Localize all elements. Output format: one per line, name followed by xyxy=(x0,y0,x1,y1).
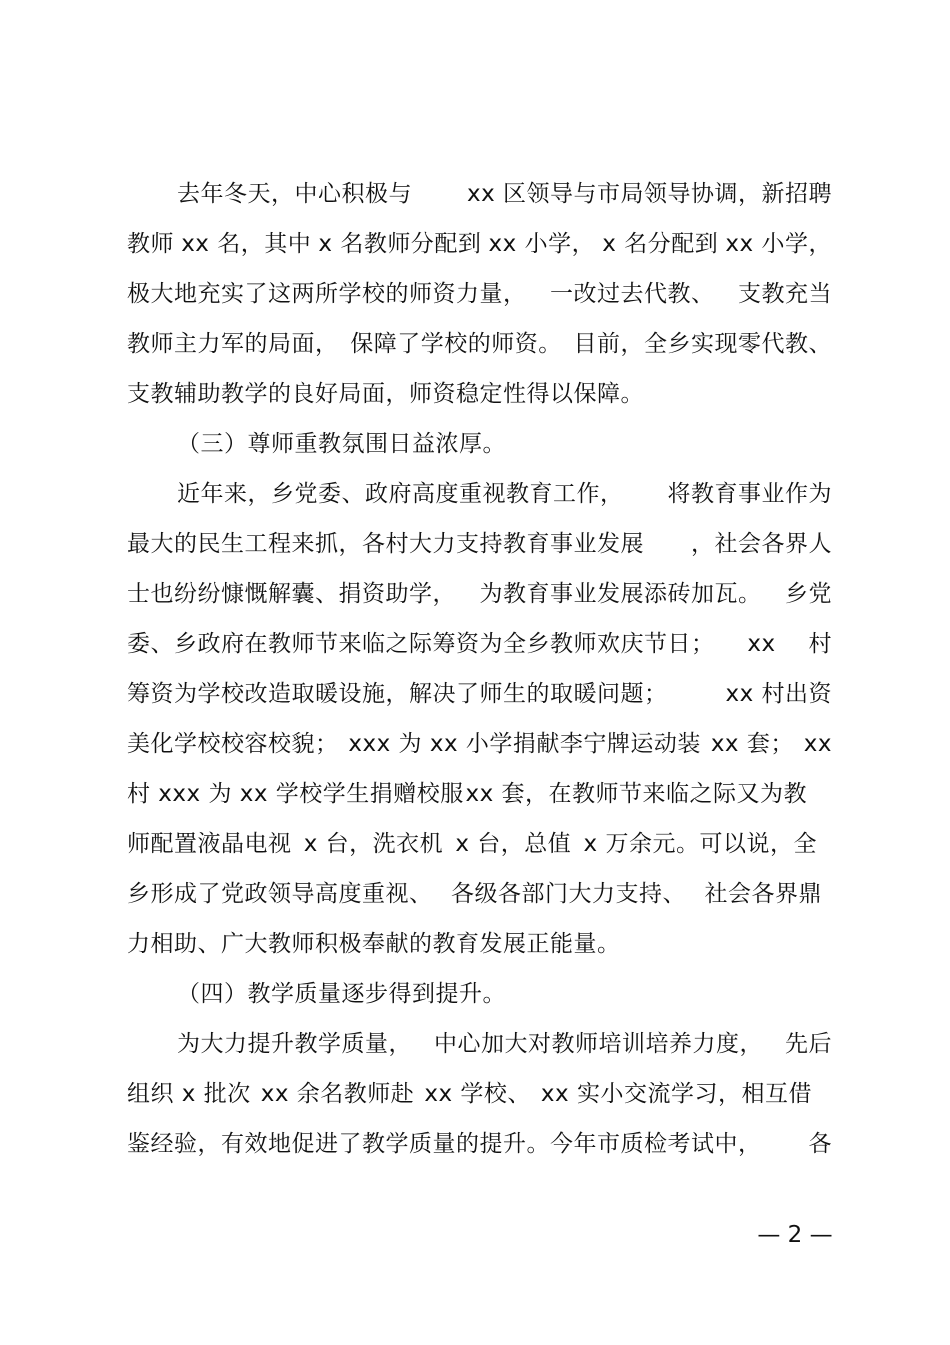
text-segment: 为大力提升教学质量， xyxy=(177,1031,412,1057)
text-segment: 士也纷纷慷慨解囊、捐资助学， xyxy=(127,581,456,607)
paragraph-3-line-2 xyxy=(127,1069,812,1119)
text-segment: 教师主力军的局面， xyxy=(127,331,339,357)
paragraph-2-line-10 xyxy=(127,919,832,969)
text-segment: 力相助、广大教师积极奉献的教育发展正能量。 xyxy=(127,931,621,957)
text-segment: xx 套，在教师节来临之际又为教 xyxy=(465,781,807,807)
paragraph-1-line-3 xyxy=(127,269,832,319)
paragraph-3-line-3 xyxy=(127,1119,832,1169)
text-segment: xx xyxy=(747,631,776,657)
text-segment: 一改过去代教、 xyxy=(550,281,715,307)
paragraph-2-line-6 xyxy=(127,719,832,769)
text-segment: x 名教师分配到 xyxy=(318,231,482,257)
text-segment: xx 余名教师赴 xyxy=(260,1081,415,1107)
text-segment: xx 套； xyxy=(710,731,794,757)
text-segment: 组织 x 批次 xyxy=(127,1081,251,1107)
text-segment: 保障了学校的师资。 xyxy=(350,331,562,357)
paragraph-2-line-3 xyxy=(127,569,832,619)
text-segment: xx 区领导与市局领导协调，新招聘 xyxy=(466,181,832,207)
text-segment: xxx 为 xx 小学捐献李宁牌运动装 xyxy=(348,731,701,757)
paragraph-2-line-5 xyxy=(127,669,832,719)
text-segment: 各级各部门大力支持、 xyxy=(451,881,686,907)
text-segment: 师配置液晶电视 xyxy=(127,831,292,857)
text-segment: 去年冬天，中心积极与 xyxy=(177,181,412,207)
heading-text: （四）教学质量逐步得到提升。 xyxy=(177,981,506,1007)
text-segment: 近年来，乡党委、政府高度重视教育工作， xyxy=(177,481,624,507)
text-segment: xx 名，其中 xyxy=(181,231,312,257)
section-heading-4 xyxy=(177,969,832,1019)
text-segment: x 名分配到 xyxy=(602,231,719,257)
text-segment: 最大的民生工程来抓，各村大力支持教育事业发展 xyxy=(127,531,644,557)
paragraph-2-line-9 xyxy=(127,869,822,919)
text-segment: xx 村出资 xyxy=(725,681,832,707)
text-segment: 先后 xyxy=(785,1031,832,1057)
text-segment: 村 xyxy=(808,631,832,657)
paragraph-2-line-8 xyxy=(127,819,817,869)
text-segment: x 台，洗衣机 xyxy=(303,831,444,857)
text-segment: xx 实小交流学习，相互借 xyxy=(540,1081,812,1107)
text-segment: 各 xyxy=(808,1131,832,1157)
text-segment: 美化学校校容校貌； xyxy=(127,731,339,757)
text-segment: ，社会各界人 xyxy=(691,531,832,557)
text-segment: xx 小学， xyxy=(488,231,596,257)
paragraph-1-line-2 xyxy=(127,219,832,269)
text-segment: xx xyxy=(803,731,832,757)
heading-text: （三）尊师重教氛围日益浓厚。 xyxy=(177,431,506,457)
text-segment: 极大地充实了这两所学校的师资力量， xyxy=(127,281,527,307)
page-number: — 2 — xyxy=(757,1222,833,1248)
text-segment: 支教充当 xyxy=(738,281,832,307)
text-segment: x 台，总值 xyxy=(455,831,572,857)
text-segment: 目前，全乡实现零代教、 xyxy=(573,331,832,357)
text-segment: 教师 xyxy=(127,231,174,257)
text-segment: 中心加大对教师培训培养力度， xyxy=(434,1031,763,1057)
text-segment: 将教育事业作为 xyxy=(667,481,832,507)
text-segment: 乡形成了党政领导高度重视、 xyxy=(127,881,433,907)
text-segment: xx 小学， xyxy=(725,231,832,257)
text-segment: 乡党 xyxy=(785,581,832,607)
paragraph-2-line-7 xyxy=(127,769,807,819)
text-segment: 筹资为学校改造取暖设施，解决了师生的取暖问题； xyxy=(127,681,668,707)
text-segment: 社会各界鼎 xyxy=(704,881,822,907)
paragraph-2-line-1 xyxy=(177,469,832,519)
paragraph-1-line-5 xyxy=(127,369,832,419)
paragraph-2-line-4 xyxy=(127,619,832,669)
text-segment: x 万余元。可以说，全 xyxy=(583,831,817,857)
text-segment: xx 学校、 xyxy=(424,1081,531,1107)
text-segment: 为教育事业发展添砖加瓦。 xyxy=(479,581,762,607)
paragraph-1-line-4 xyxy=(127,319,832,369)
text-segment: 鉴经验，有效地促进了教学质量的提升。今年市质检考试中， xyxy=(127,1131,762,1157)
text-segment: 支教辅助教学的良好局面，师资稳定性得以保障。 xyxy=(127,381,644,407)
text-segment: 村 xxx 为 xx 学校学生捐赠校服 xyxy=(127,781,464,807)
paragraph-3-line-1 xyxy=(177,1019,832,1069)
section-heading-3 xyxy=(177,419,832,469)
text-segment: 委、乡政府在教师节来临之际筹资为全乡教师欢庆节日； xyxy=(127,631,715,657)
paragraph-1-line-1 xyxy=(177,169,832,219)
paragraph-2-line-2 xyxy=(127,519,832,569)
